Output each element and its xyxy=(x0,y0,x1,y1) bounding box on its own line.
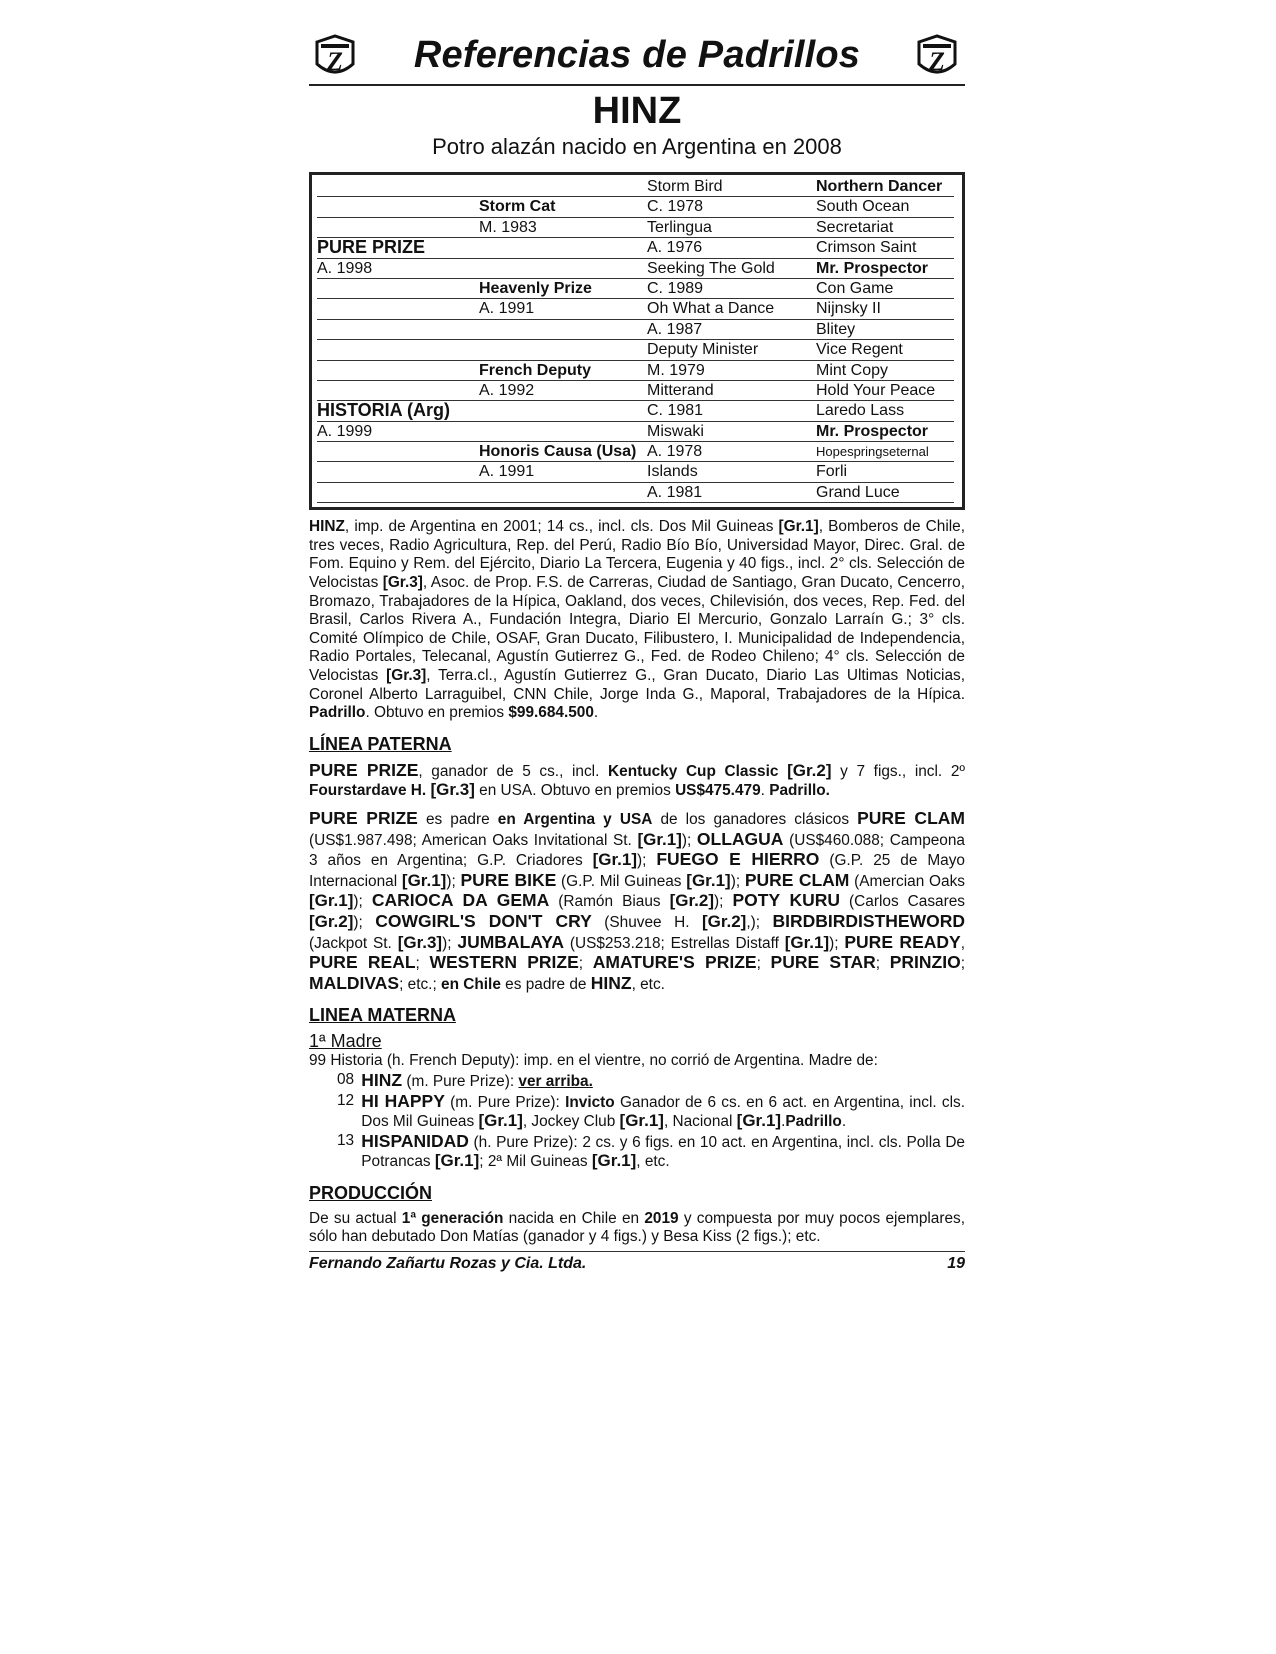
page-header xyxy=(309,32,965,86)
table-row xyxy=(317,279,954,299)
table-cell xyxy=(317,462,479,481)
page-number: 19 xyxy=(947,1255,965,1272)
pedigree-table xyxy=(309,172,965,510)
table-row xyxy=(317,462,954,482)
table-cell: A. 1992 xyxy=(479,381,535,399)
table-row xyxy=(317,177,954,197)
table-cell xyxy=(317,320,479,339)
table-cell: Forli xyxy=(816,463,848,481)
table-cell: C. 1978 xyxy=(647,198,704,216)
table-cell: Mitterand xyxy=(647,381,714,399)
table-cell: M. 1979 xyxy=(647,361,705,379)
table-cell: Islands xyxy=(647,463,698,481)
table-cell: Mr. Prospector xyxy=(816,422,929,440)
header-title: Referencias de Padrillos xyxy=(413,34,861,76)
list-item: 12 HI HAPPY (m. Pure Prize): Invicto Ganador de 6 cs. en 6 act. en Argentina, incl. cls. Dos Mil Guineas [Gr.1], Jockey Club [Gr.1], Nacional [Gr.1].Padrillo. xyxy=(337,1090,965,1131)
table-cell: Heavenly Prize xyxy=(479,279,592,297)
table-row xyxy=(317,299,954,319)
table-cell: HISTORIA (Arg) xyxy=(317,400,450,421)
table-cell xyxy=(479,320,647,339)
table-cell: C. 1989 xyxy=(647,279,704,297)
table-row xyxy=(317,320,954,340)
table-cell: A. 1991 xyxy=(479,463,535,481)
company-logo-icon xyxy=(915,34,961,80)
table-cell xyxy=(317,299,479,318)
subsection-heading: 1ª Madre xyxy=(309,1031,382,1052)
table-row xyxy=(317,381,954,401)
table-cell: Hopespringseternal xyxy=(816,444,929,460)
table-cell xyxy=(479,238,647,257)
table-cell: Grand Luce xyxy=(816,483,900,501)
table-cell: Crimson Saint xyxy=(816,239,917,257)
table-cell xyxy=(317,279,479,298)
table-cell xyxy=(479,259,647,278)
table-cell: Laredo Lass xyxy=(816,402,905,420)
table-cell: South Ocean xyxy=(816,198,910,216)
table-cell: Vice Regent xyxy=(816,341,903,359)
table-cell: Con Game xyxy=(816,279,894,297)
table-cell xyxy=(317,483,479,502)
table-cell xyxy=(479,422,647,441)
footer-company: Fernando Zañartu Rozas y Cia. Ltda. xyxy=(309,1255,587,1272)
table-cell xyxy=(317,218,479,237)
svg-text:Z: Z xyxy=(327,47,343,76)
list-item: 13 HISPANIDAD (h. Pure Prize): 2 cs. y 6 figs. en 10 act. en Argentina, incl. cls. Polla De Potrancas [Gr.1]; 2ª Mil Guineas [Gr.1], etc. xyxy=(337,1130,965,1171)
table-cell: Blitey xyxy=(816,320,856,338)
table-cell: Storm Cat xyxy=(479,198,556,216)
table-cell: Secretariat xyxy=(816,218,894,236)
table-row xyxy=(317,218,954,238)
table-cell: Nijnsky II xyxy=(816,300,881,318)
table-cell: M. 1983 xyxy=(479,218,537,236)
table-cell xyxy=(479,177,647,196)
table-cell xyxy=(317,197,479,216)
table-cell: Seeking The Gold xyxy=(647,259,775,277)
table-cell xyxy=(317,442,479,461)
table-cell: Terlingua xyxy=(647,218,712,236)
table-cell: PURE PRIZE xyxy=(317,237,426,258)
horse-subtitle: Potro alazán nacido en Argentina en 2008 xyxy=(432,134,842,159)
table-row xyxy=(317,422,954,442)
table-row xyxy=(317,259,954,279)
page-footer xyxy=(309,1251,965,1273)
table-cell xyxy=(479,401,647,420)
table-cell: A. 1976 xyxy=(647,239,703,257)
list-item: 08 HINZ (m. Pure Prize): ver arriba. xyxy=(337,1069,593,1090)
table-cell xyxy=(317,361,479,380)
table-cell xyxy=(317,340,479,359)
table-cell: Hold Your Peace xyxy=(816,381,936,399)
table-cell: Miswaki xyxy=(647,422,704,440)
production-paragraph: De su actual 1ª generación nacida en Chile en 2019 y compuesta por muy pocos ejemplares, sólo han debutado Don Matías (ganador y 4 figs.) y Besa Kiss (2 figs.); etc. xyxy=(309,1209,966,1246)
table-row xyxy=(317,361,954,381)
dam-line: 99 Historia (h. French Deputy): imp. en el vientre, no corrió de Argentina. Madre de: xyxy=(309,1052,878,1070)
see-above-link[interactable]: ver arriba. xyxy=(518,1072,593,1090)
table-row xyxy=(317,442,954,462)
document-page xyxy=(309,32,965,1247)
table-cell: A. 1978 xyxy=(647,443,703,461)
table-cell: A. 1999 xyxy=(317,422,373,440)
table-cell: A. 1981 xyxy=(647,483,703,501)
table-cell xyxy=(479,340,647,359)
sire-offspring-paragraph: PURE PRIZE es padre en Argentina y USA de los ganadores clásicos PURE CLAM (US$1.987.498; American Oaks Invitational St. [Gr.1]); OLLAGUA (US$460.088; Campeona 3 años en Argentina; G.P. Criadores [Gr.1]); FUEGO E HIERRO (G.P. 25 de Mayo Internacional [Gr.1]); PURE BIKE (G.P. Mil Guineas [Gr.1]); PURE CLAM (Amercian Oaks [Gr.1]); CARIOCA DA GEMA (Ramón Biaus [Gr.2]); POTY KURU (Carlos Casares [Gr.2]); COWGIRL'S DON'T CRY (Shuvee H. [Gr.2],); BIRDBIRDISTHEWORD (Jackpot St. [Gr.3]); JUMBALAYA (US$253.218; Estrellas Distaff [Gr.1]); PURE READY, PURE REAL; WESTERN PRIZE; AMATURE'S PRIZE; PURE STAR; PRINZIO; MALDIVAS; etc.; en Chile es padre de HINZ, etc. xyxy=(309,807,965,993)
horse-name: HINZ xyxy=(592,90,682,132)
table-row xyxy=(317,238,954,258)
section-heading: LINEA MATERNA xyxy=(309,1005,456,1026)
table-row xyxy=(317,401,954,421)
table-cell: Honoris Causa (Usa) xyxy=(479,443,637,461)
offspring-list xyxy=(337,1071,965,1172)
table-cell: C. 1981 xyxy=(647,402,704,420)
section-heading: PRODUCCIÓN xyxy=(309,1182,433,1203)
table-cell: French Deputy xyxy=(479,361,592,379)
table-cell xyxy=(317,381,479,400)
table-cell xyxy=(317,177,479,196)
table-cell: Oh What a Dance xyxy=(647,300,775,318)
svg-text:Z: Z xyxy=(929,47,945,76)
table-cell xyxy=(479,483,647,502)
table-cell: Northern Dancer xyxy=(816,178,943,195)
table-cell: Storm Bird xyxy=(647,178,723,195)
table-row xyxy=(317,340,954,360)
intro-paragraph: HINZ, imp. de Argentina en 2001; 14 cs., incl. cls. Dos Mil Guineas [Gr.1], Bomberos de Chile, tres veces, Radio Agricultura, Rep. del Perú, Radio Bío Bío, Universidad Mayor, Direc. Gral. de Fom. Equino y Rem. del Ejército, Diario La Tercera, Eugenia y 40 figs., incl. 2° cls. Selección de Velocistas [Gr.3], Asoc. de Prop. F.S. de Carreras, Ciudad de Santiago, Gran Ducato, Cencerro, Bromazo, Trabajadores de la Hípica, Oakland, dos veces, Chilevisión, dos veces, Rep. Fed. del Brasil, Carlos Rivera A., Fundación Integra, Diario El Mercurio, Gonzalo Larraín G.; 3° cls. Comité Olímpico de Chile, OSAF, Gran Ducato, Filibustero, I. Municipalidad de Independencia, Radio Portales, Telecanal, Agustín Gutierrez G., Fed. de Rodeo Chileno; 4° cls. Selección de Velocistas [Gr.3], Terra.cl., Agustín Gutierrez G., Gran Ducato, Diario Las Ultimas Noticias, Coronel Alberto Larraguibel, CNN Chile, Jorge Inda G., Maporal, Trabajadores de la Hípica. Padrillo. Obtuvo en premios $99.684.500. xyxy=(309,518,965,722)
table-cell: Deputy Minister xyxy=(647,341,759,359)
table-cell: Mr. Prospector xyxy=(816,259,929,277)
section-heading: LÍNEA PATERNA xyxy=(309,733,452,754)
table-row xyxy=(317,483,954,503)
table-cell: A. 1987 xyxy=(647,320,703,338)
table-cell: Mint Copy xyxy=(816,361,889,379)
sire-paragraph: PURE PRIZE, ganador de 5 cs., incl. Kentucky Cup Classic [Gr.2] y 7 figs., incl. 2º Fourstardave H. [Gr.3] en USA. Obtuvo en premios US$475.479. Padrillo. xyxy=(309,759,966,800)
table-cell: A. 1998 xyxy=(317,259,373,277)
table-cell: A. 1991 xyxy=(479,300,535,318)
table-row xyxy=(317,197,954,217)
